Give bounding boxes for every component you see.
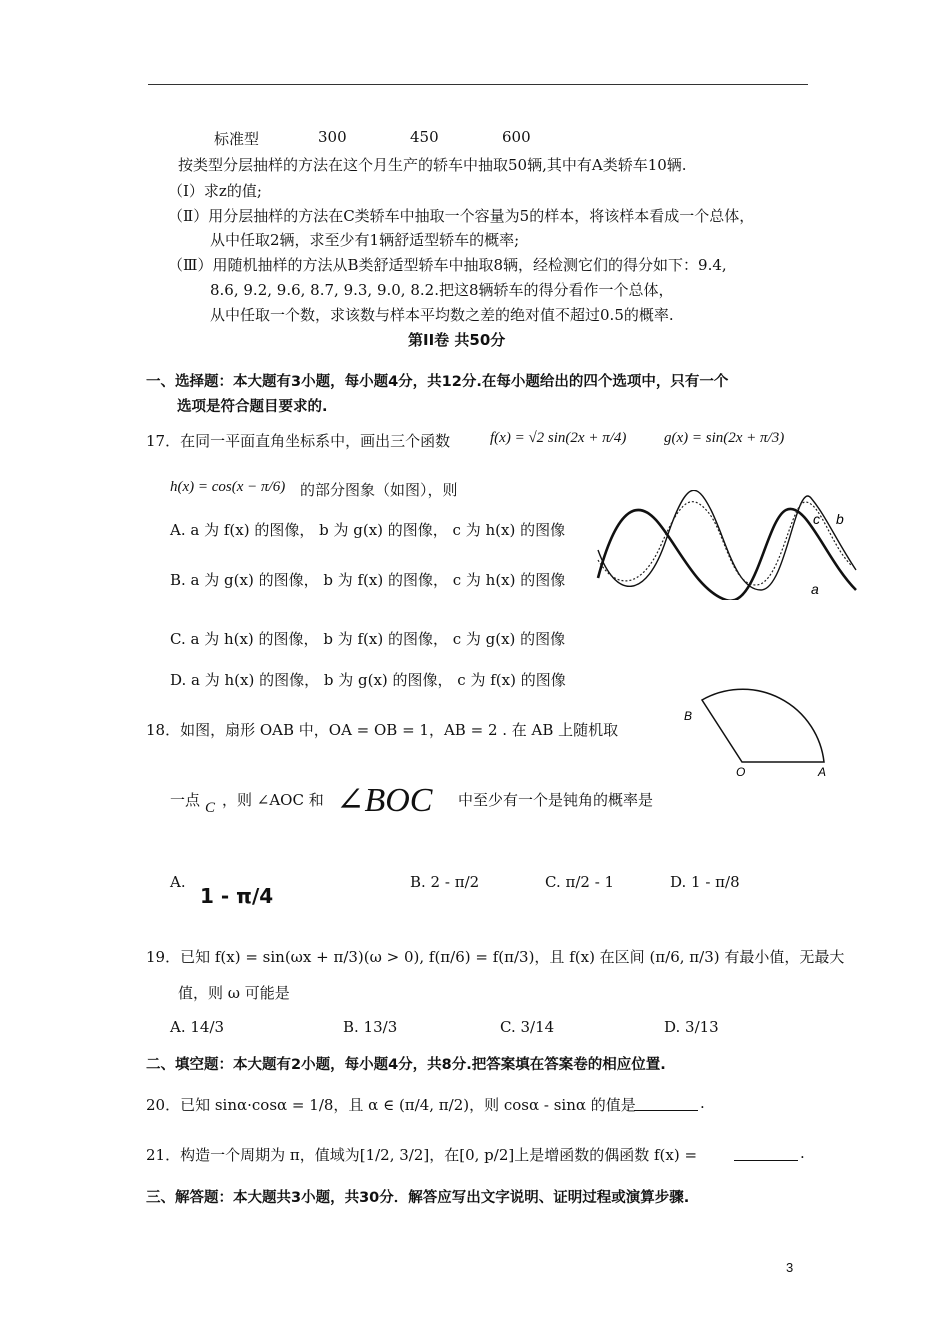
label-b: B	[684, 709, 693, 723]
q17-option-a: A. a 为 f(x) 的图像， b 为 g(x) 的图像， c 为 h(x) 的图像	[170, 521, 566, 539]
q16-part3c: 从中任取一个数，求该数与样本平均数之差的绝对值不超过0.5的概率.	[210, 306, 674, 324]
q18-big-angle: ∠BOC	[336, 782, 433, 819]
q17-h: h(x) = cos(x − π/6)	[170, 479, 286, 495]
q18-option-c: C. π/2 - 1	[545, 873, 615, 891]
q18-line2d: 中至少有一个是钝角的概率是	[458, 791, 654, 809]
q19-line2: 值，则 ω 可能是	[178, 984, 290, 1002]
q18-option-a-value: 1 - π/4	[200, 884, 274, 908]
part1-heading-a: 一、选择题：本大题有3小题，每小题4分，共12分.在每小题给出的四个选项中，只有一个	[146, 374, 729, 390]
q18-line2c: ，则 ∠AOC 和	[222, 791, 324, 809]
q17-tail: 的部分图象（如图），则	[300, 481, 458, 499]
graph-label-c: c	[813, 511, 820, 527]
q16-intro: 按类型分层抽样的方法在这个月生产的轿车中抽取50辆,其中有A类轿车10辆.	[178, 156, 687, 174]
header-rule	[148, 84, 808, 85]
q16-part2b: 从中任取2辆，求至少有1辆舒适型轿车的概率;	[210, 231, 520, 249]
q18-option-a: A.	[170, 873, 186, 891]
part1-heading-b: 选项是符合题目要求的.	[177, 399, 328, 415]
q17-f: f(x) = √2 sin(2x + π/4)	[490, 430, 627, 446]
q18-line1: 18．如图，扇形 OAB 中，OA = OB = 1，AB = 2 . 在 AB 上随机取	[146, 721, 619, 739]
page-number: 3	[786, 1260, 794, 1275]
q20-answer-blank	[634, 1096, 698, 1111]
q19-option-c: C. 3/14	[500, 1018, 555, 1036]
table-cell-2: 450	[410, 128, 439, 146]
q16-part2a: （Ⅱ）用分层抽样的方法在C类轿车中抽取一个容量为5的样本，将该样本看成一个总体，	[168, 207, 755, 225]
part2-heading: 二、填空题：本大题有2小题，每小题4分，共8分.把答案填在答案卷的相应位置.	[146, 1057, 666, 1073]
q17-function-graph	[596, 490, 858, 600]
label-o: O	[736, 765, 746, 779]
q19-option-b: B. 13/3	[343, 1018, 398, 1036]
q18-point-c: C	[205, 800, 216, 816]
q17-option-d: D. a 为 h(x) 的图像， b 为 g(x) 的图像， c 为 f(x) 的图像	[170, 671, 566, 689]
q17-g: g(x) = sin(2x + π/3)	[664, 430, 785, 446]
table-row-label: 标准型	[214, 130, 260, 148]
section-title: 第II卷 共50分	[408, 331, 506, 349]
q16-part1: （Ⅰ）求z的值;	[168, 182, 262, 200]
q21-end: .	[800, 1144, 805, 1162]
table-cell-3: 600	[502, 128, 531, 146]
q18-line2a: 一点	[170, 791, 201, 809]
q18-sector-figure	[680, 680, 840, 780]
q17-option-b: B. a 为 g(x) 的图像， b 为 f(x) 的图像， c 为 h(x) 的图像	[170, 571, 566, 589]
q19-option-a: A. 14/3	[170, 1018, 225, 1036]
label-a: A	[818, 765, 827, 779]
q20-text: 20．已知 sinα·cosα = 1/8，且 α ∈ (π/4, π/2)，则 cosα - sinα 的值是	[146, 1096, 636, 1114]
q18-option-b: B. 2 - π/2	[410, 873, 480, 891]
q17-option-c: C. a 为 h(x) 的图像， b 为 f(x) 的图像， c 为 g(x) 的图像	[170, 630, 566, 648]
q18-option-d: D. 1 - π/8	[670, 873, 740, 891]
curve-b	[598, 490, 856, 590]
part3-heading: 三、解答题：本大题共3小题，共30分．解答应写出文字说明、证明过程或演算步骤.	[146, 1190, 690, 1206]
graph-label-b: b	[836, 511, 844, 527]
q21-answer-blank	[734, 1146, 798, 1161]
q17-lead: 17．在同一平面直角坐标系中，画出三个函数	[146, 432, 451, 450]
q16-part3a: （Ⅲ）用随机抽样的方法从B类舒适型轿车中抽取8辆，经检测它们的得分如下：9.4,	[168, 256, 727, 274]
q20-end: .	[700, 1094, 705, 1112]
q16-part3b: 8.6, 9.2, 9.6, 8.7, 9.3, 9.0, 8.2.把这8辆轿车的得分看作一个总体，	[210, 281, 674, 299]
graph-label-a: a	[811, 581, 819, 597]
q19-line1: 19．已知 f(x) = sin(ωx + π/3)(ω > 0), f(π/6) = f(π/3)，且 f(x) 在区间 (π/6, π/3) 有最小值，无最大	[146, 948, 845, 966]
q19-option-d: D. 3/13	[664, 1018, 719, 1036]
table-cell-1: 300	[318, 128, 347, 146]
q21-text: 21．构造一个周期为 π，值域为[1/2, 3/2]，在[0, p/2]上是增函数的偶函数 f(x) =	[146, 1146, 698, 1164]
